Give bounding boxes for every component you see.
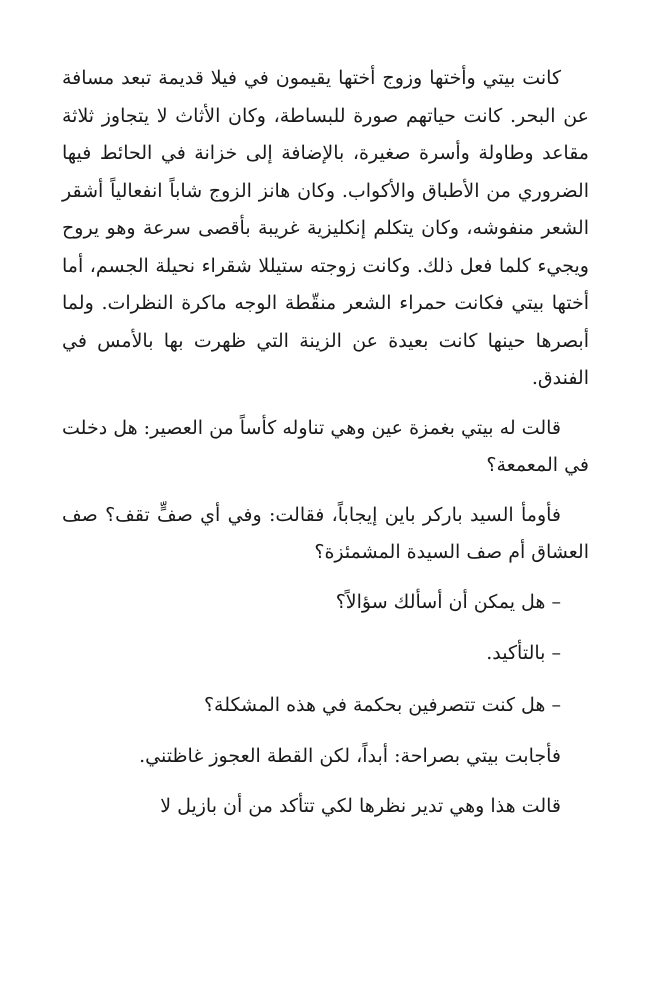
paragraph-betty-answer: فأجابت بيتي بصراحة: أبداً، لكن القطة العجوز غاظتني. bbox=[139, 745, 561, 767]
paragraph-continuation: قالت هذا وهي تدير نظرها لكي تتأكد من أن بازيل لا bbox=[160, 794, 561, 817]
dialogue-line-2: – بالتأكيد. bbox=[486, 642, 561, 664]
dialogue-line-1: – هل يمكن أن أسألك سؤالاً؟ bbox=[335, 590, 561, 613]
dialogue-line-3: – هل كنت تتصرفين بحكمة في هذه المشكلة؟ bbox=[203, 693, 561, 716]
paragraph-parker-nod: فأومأ السيد باركر باين إيجاباً، فقالت: وفي أي صفٍّ تقف؟ صف العشاق أم صف السيدة المشمئزة؟ bbox=[62, 503, 589, 563]
paragraph-villa-description: كانت بيتي وأختها وزوج أختها يقيمون في فيلا قديمة تبعد مسافة عن البحر. كانت حياتهم صورة للبساطة، وكان الأثاث لا يتجاوز ثلاثة مقاعد وطاولة وأسرة صغيرة، بالإضافة إلى خزانة في الحائط فيها الضروري من الأطباق والأكواب. وكان هانز الزوج شاباً انفعالياً أشقر الشعر منفوشه، وكان يتكلم إنكليزية غريبة بأقصى سرعة وهو يروح ويجيء كلما فعل ذلك. وكانت زوجته ستيللا شقراء نحيلة الجسم، أما أختها بيتي فكانت حمراء الشعر منقّطة الوجه ماكرة النظرات. ولما أبصرها حينها كانت بعيدة عن الزينة التي ظهرت بها بالأمس في الفندق. bbox=[62, 67, 589, 389]
paragraph-betty-question: قالت له بيتي بغمزة عين وهي تناوله كأساً من العصير: هل دخلت في المعمعة؟ bbox=[62, 416, 589, 476]
book-page bbox=[62, 60, 589, 1000]
